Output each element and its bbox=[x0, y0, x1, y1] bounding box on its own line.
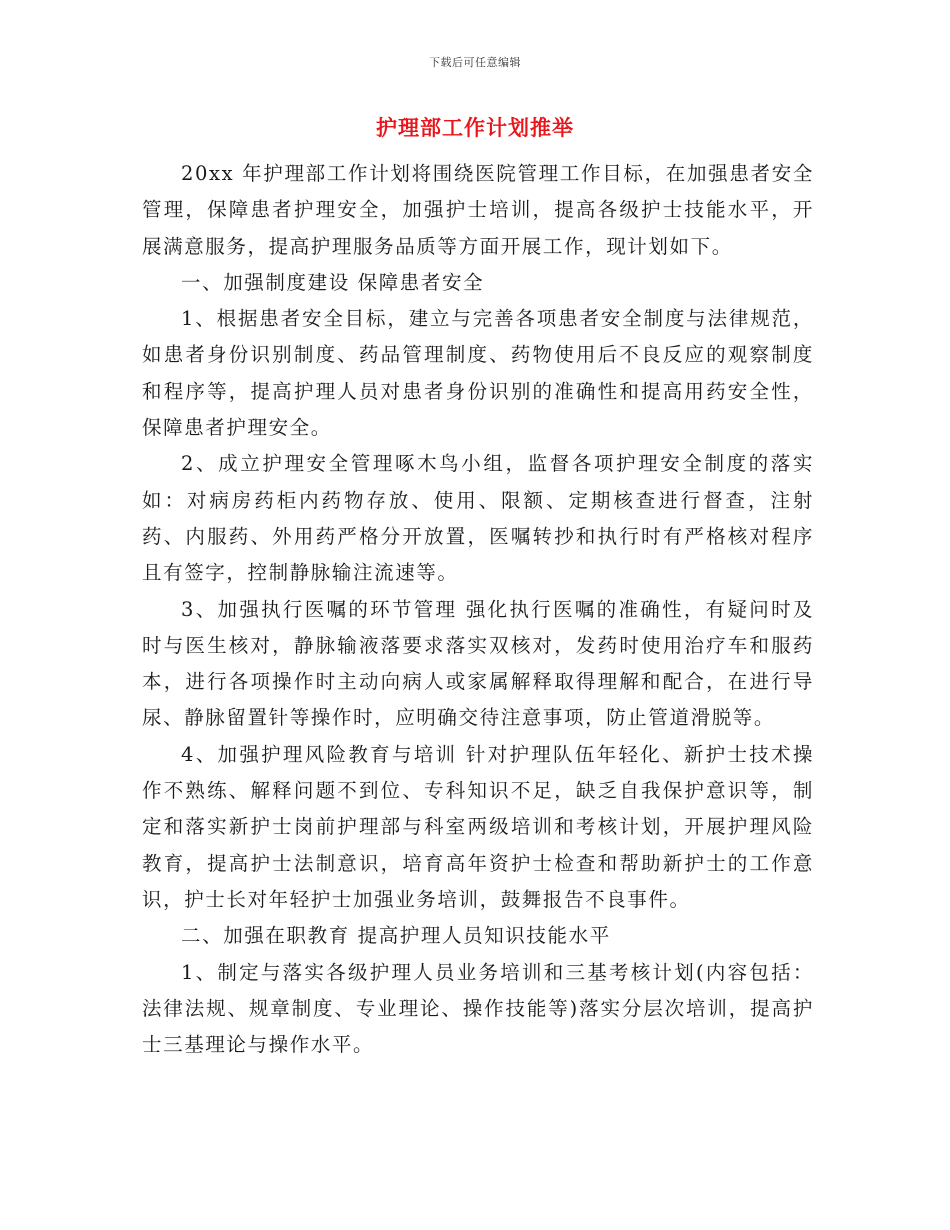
paragraph-1-3: 3、加强执行医嘱的环节管理 强化执行医嘱的准确性，有疑问时及时与医生核对，静脉输液落要求落实双核对，发药时使用治疗车和服药本，进行各项操作时主动向病人或家属解释取得理解和配合，在进行导尿、静脉留置针等操作时，应明确交待注意事项，防止管道滑脱等。 bbox=[142, 597, 814, 730]
paragraph-1-1: 1、根据患者安全目标，建立与完善各项患者安全制度与法律规范，如患者身份识别制度、药品管理制度、药物使用后不良反应的观察制度和程序等，提高护理人员对患者身份识别的准确性和提高用药安全性，保障患者护理安全。 bbox=[142, 307, 814, 440]
document-title: 护理部工作计划推举 bbox=[376, 115, 574, 140]
section-heading-1: 一、加强制度建设 保障患者安全 bbox=[181, 270, 485, 294]
section-heading-2: 二、加强在职教育 提高护理人员知识技能水平 bbox=[181, 924, 611, 948]
paragraph-1-4: 4、加强护理风险教育与培训 针对护理队伍年轻化、新护士技术操作不熟练、解释问题不到位、专科知识不足，缺乏自我保护意识等，制定和落实新护士岗前护理部与科室两级培训和考核计划，开展护理风险教育，提高护士法制意识，培育高年资护士检查和帮助新护士的工作意识，护士长对年轻护士加强业务培训，鼓舞报告不良事件。 bbox=[142, 742, 814, 911]
paragraph-1-2: 2、成立护理安全管理啄木鸟小组，监督各项护理安全制度的落实如：对病房药柜内药物存放、使用、限额、定期核查进行督查，注射药、内服药、外用药严格分开放置，医嘱转抄和执行时有严格核对程序且有签字，控制静脉输注流速等。 bbox=[142, 452, 814, 585]
header-note: 下载后可任意编辑 bbox=[429, 56, 521, 69]
document-body bbox=[142, 156, 814, 1063]
paragraph-intro: 20xx 年护理部工作计划将围绕医院管理工作目标，在加强患者安全管理，保障患者护理安全，加强护士培训，提高各级护士技能水平，开展满意服务，提高护理服务品质等方面开展工作，现计划如下。 bbox=[142, 162, 814, 258]
paragraph-2-1: 1、制定与落实各级护理人员业务培训和三基考核计划(内容包括：法律法规、规章制度、专业理论、操作技能等)落实分层次培训，提高护士三基理论与操作水平。 bbox=[142, 960, 814, 1057]
